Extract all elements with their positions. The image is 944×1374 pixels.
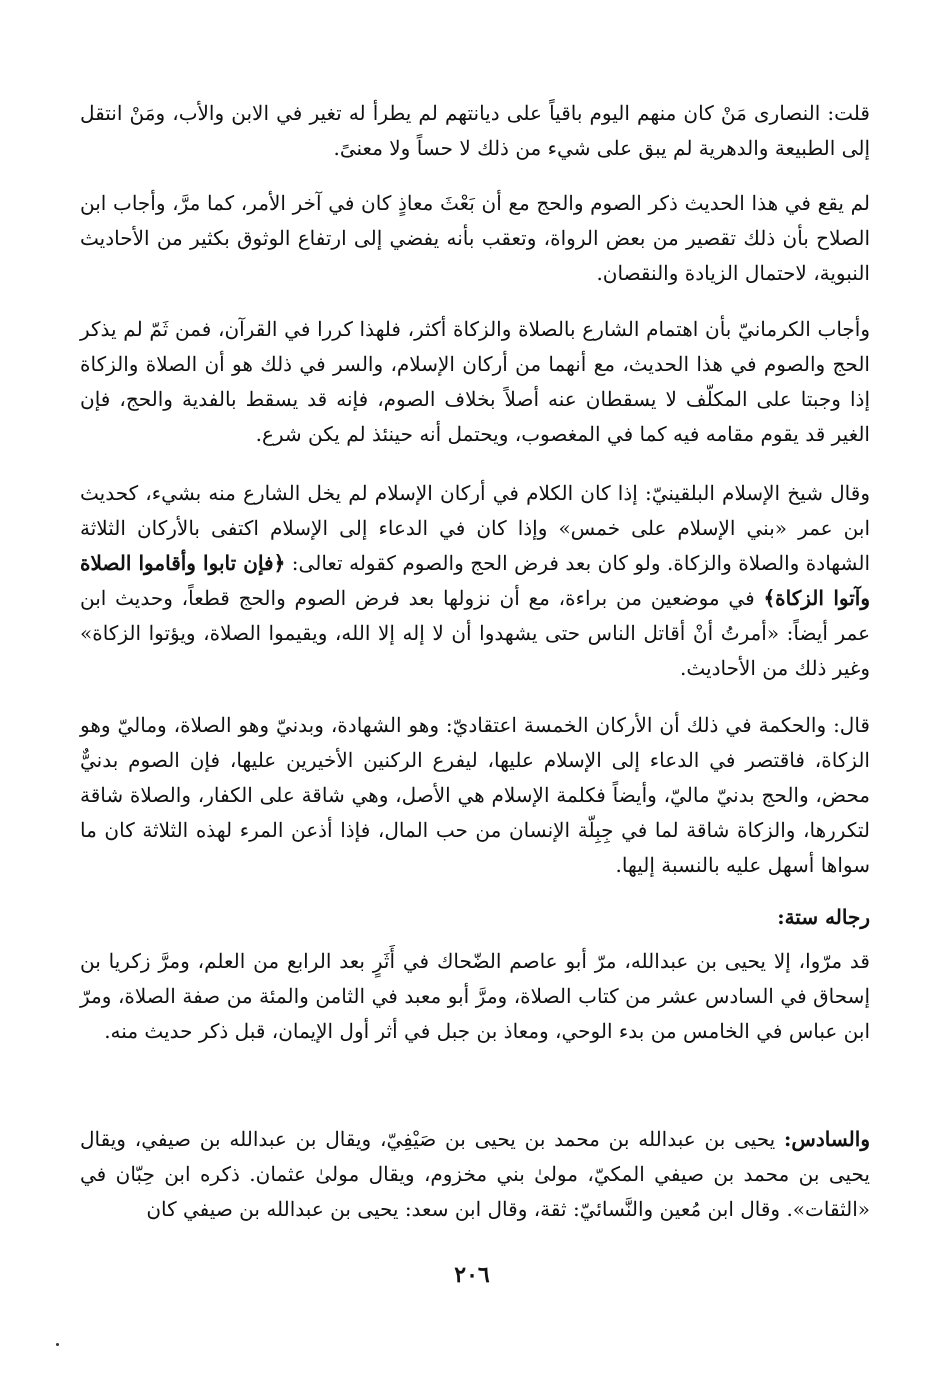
paragraph-sixth-narrator (80, 1122, 870, 1227)
paragraph-christians: قلت: النصارى مَنْ كان منهم اليوم باقياً على ديانتهم لم يطرأ له تغير في الابن والأب، ومَنْ انتقل إلى الطبيعة والدهرية لم يبق على شيء من ذلك لا حساً ولا معنىً. (80, 101, 870, 160)
bulqini-text-2: في موضعين من براءة، مع أن نزولها بعد فرض الصوم والحج قطعاً، وحديث ابن عمر أيضاً: «أمرتُ أنْ أقاتل الناس حتى يشهدوا أن لا إله إلا الله، ويقيموا الصلاة، ويؤتوا الزكاة» وغير ذلك من الأحاديث. (80, 586, 870, 680)
paragraph-kirmani: وأجاب الكرمانيّ بأن اهتمام الشارع بالصلاة والزكاة أكثر، فلهذا كررا في القرآن، فمن ثَمّ لم يذكر الحج والصوم في هذا الحديث، مع أنهما من أركان الإسلام، والسر في ذلك هو أن الصلاة والزكاة إذا وجبتا على المكلّف لا يسقطان عنه أصلاً بخلاف الصوم، فإنه قد يسقط بالفدية والحج، فإن الغير قد يقوم مقامه فيه كما في المغصوب، ويحتمل أنه حينئذ لم يكن شرع. (80, 317, 870, 446)
sixth-text: يحيى بن عبدالله بن محمد بن يحيى بن صَيْفِيّ، ويقال بن عبدالله بن صيفي، ويقال يحيى بن محمد بن صيفي المكيّ، مولىٰ بني مخزوم، ويقال مولىٰ عثمان. ذكره ابن حِبّان في «الثقات». وقال ابن مُعين والنَّسائيّ: ثقة، وقال ابن سعد: يحيى بن عبدالله بن صيفي كان (80, 1127, 870, 1221)
quran-verse: ﴿فإن تابوا وأقاموا الصلاة وآتوا الزكاة﴾ (80, 551, 870, 610)
paragraph-muadh-hadith: لم يقع في هذا الحديث ذكر الصوم والحج مع أن بَعْثَ معاذٍ كان في آخر الأمر، كما مرَّ، وأجاب ابن الصلاح بأن ذلك تقصير من بعض الرواة، وتعقب بأنه يفضي إلى ارتفاع الوثوق بكثير من الأحاديث النبوية، لاحتمال الزيادة والنقصان. (80, 191, 870, 285)
section-heading-narrators: رجاله ستة: (777, 905, 870, 929)
page-number: ٢٠٦ (454, 1262, 490, 1288)
sixth-label: والسادس: (784, 1127, 870, 1151)
paragraph-bulqini (80, 476, 870, 686)
paragraph-narrators: قد مرّوا، إلا يحيى بن عبدالله، مرّ أبو عاصم الضّحاك في أَثَرٍ بعد الرابع من العلم، ومرَّ زكريا بن إسحاق في السادس عشر من كتاب الصلاة، ومرَّ أبو معبد في الثامن والمئة من صفة الصلاة، ومرّ ابن عباس في الخامس من بدء الوحي، ومعاذ بن جبل في أثر أول الإيمان، قبل ذكر حديث منه. (80, 949, 870, 1043)
bulqini-text-1: وقال شيخ الإسلام البلقينيّ: إذا كان الكلام في أركان الإسلام لم يخل الشارع منه بشيء، كحديث ابن عمر «بني الإسلام على خمس» وإذا كان في الدعاء إلى الإسلام اكتفى بالأركان الثلاثة الشهادة والصلاة والزكاة. ولو كان بعد فرض الحج والصوم كقوله تعالى: (80, 481, 870, 575)
scan-speck (56, 1343, 59, 1346)
paragraph-wisdom: قال: والحكمة في ذلك أن الأركان الخمسة اعتقاديّ: وهو الشهادة، وبدنيّ وهو الصلاة، وماليّ وهو الزكاة، فاقتصر في الدعاء إلى الإسلام عليها، ليفرع الركنين الأخيرين عليها، فإن الصوم بدنيٌّ محض، والحج بدنيّ ماليّ، وأيضاً فكلمة الإسلام هي الأصل، وهي شاقة على الكفار، والصلاة شاقة لتكررها، والزكاة شاقة لما في جِبِلّة الإنسان من حب المال، فإذا أذعن المرء لهذه الثلاثة كان ما سواها أسهل عليه بالنسبة إليها. (80, 713, 870, 877)
book-page (80, 96, 870, 1326)
